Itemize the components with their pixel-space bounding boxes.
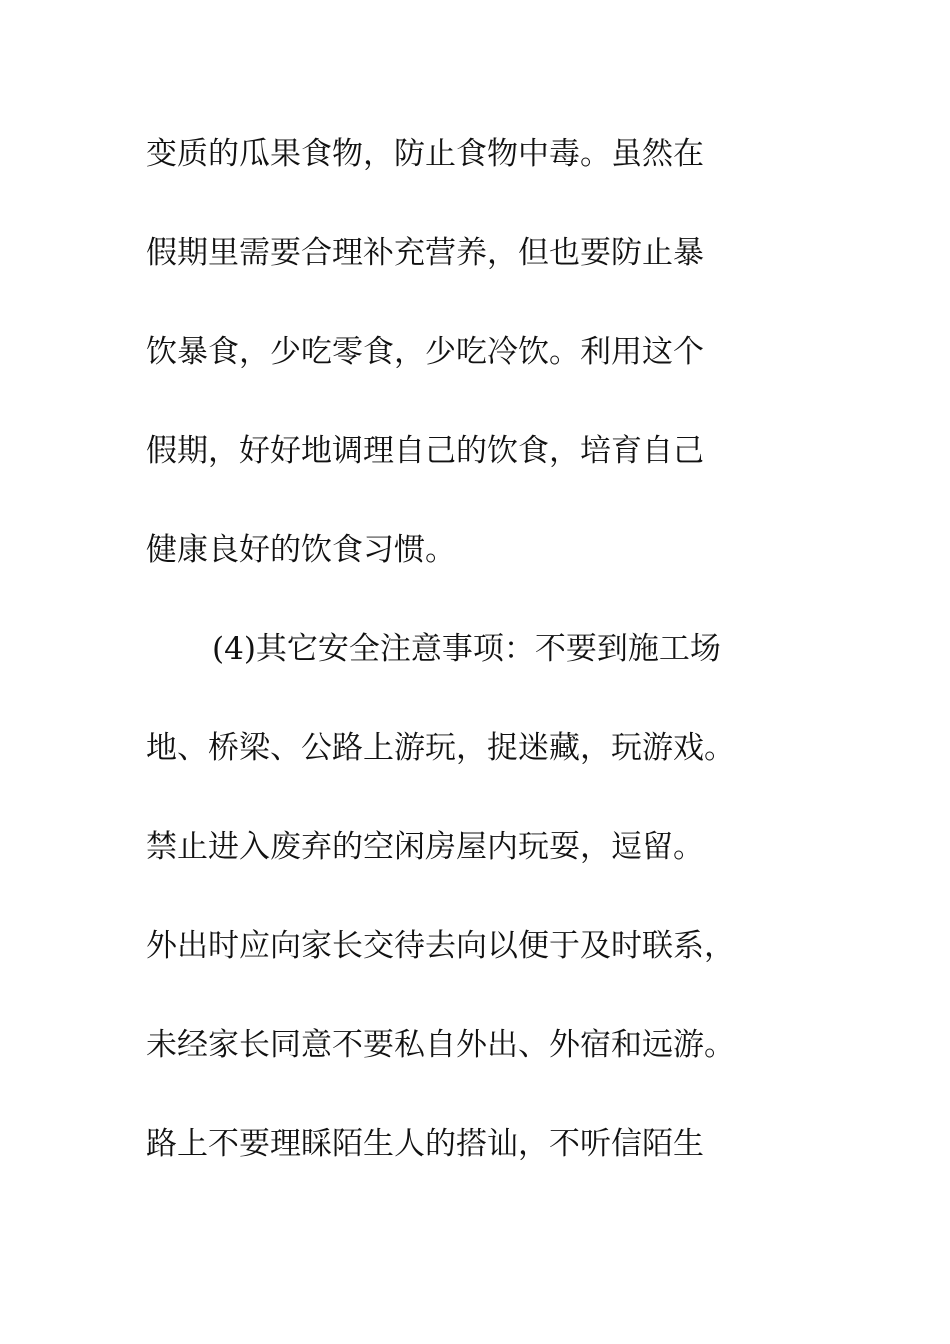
text-line-7: 地、桥梁、公路上游玩，捉迷藏，玩游戏。 — [146, 730, 735, 766]
text-line-9: 外出时应向家长交待去向以便于及时联系， — [146, 928, 735, 964]
paragraph-start-item-4: (4)其它安全注意事项：不要到施工场 — [212, 631, 721, 667]
text-line-4: 假期，好好地调理自己的饮食，培育自己 — [146, 433, 704, 469]
text-line-5: 健康良好的饮食习惯。 — [146, 532, 456, 568]
text-line-8: 禁止进入废弃的空闲房屋内玩耍，逗留。 — [146, 829, 704, 865]
text-line-3: 饮暴食，少吃零食，少吃冷饮。利用这个 — [146, 334, 704, 370]
text-line-2: 假期里需要合理补充营养，但也要防止暴 — [146, 235, 704, 271]
text-line-1: 变质的瓜果食物，防止食物中毒。虽然在 — [146, 136, 704, 172]
text-line-10: 未经家长同意不要私自外出、外宿和远游。 — [146, 1027, 735, 1063]
text-line-11: 路上不要理睬陌生人的搭讪，不听信陌生 — [146, 1126, 704, 1162]
